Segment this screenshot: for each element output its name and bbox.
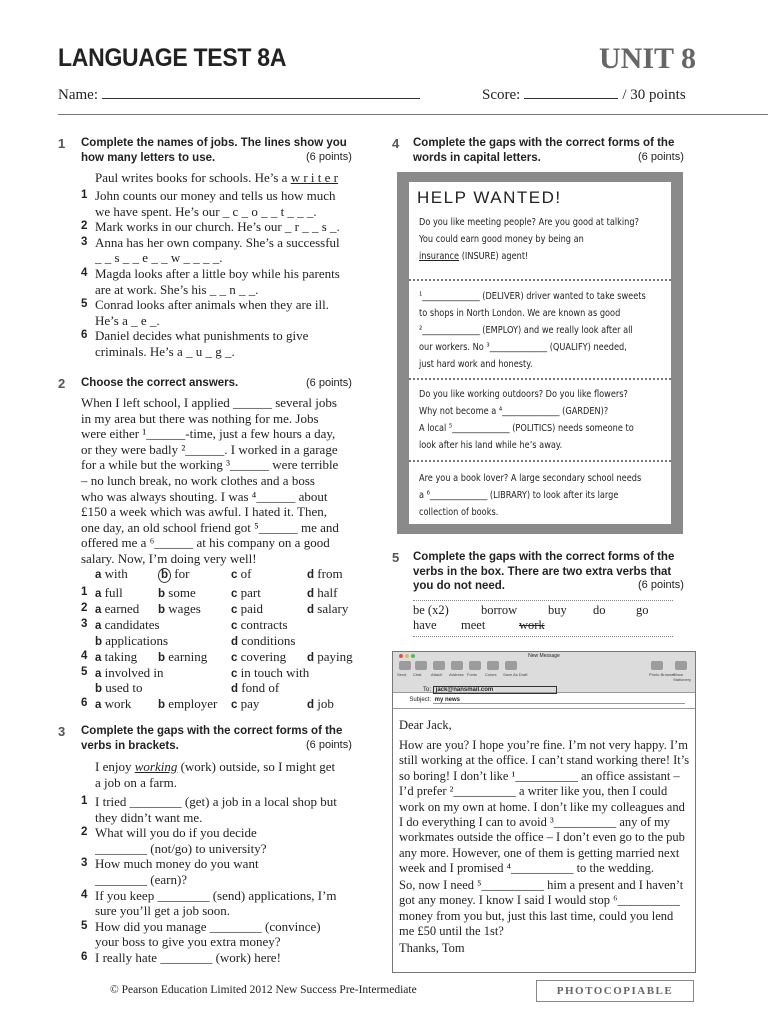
item-text: If you keep ________ (send) applications, I’m [95,887,337,903]
item-number: 5 [81,919,88,932]
email-line: got any money. I know I said I would stop ⁶__________ [399,893,680,908]
option-d[interactable]: d conditions [231,632,296,648]
option-letter: a [95,651,102,664]
item-number: 5 [81,298,88,311]
subject-field[interactable]: my news [433,697,685,704]
option-b[interactable]: b applications [95,632,169,648]
email-greeting: Dear Jack, [399,718,452,732]
q3-instruction: Complete the gaps with the correct forms of the verbs in brackets. [81,725,343,752]
option-b[interactable]: b earning [158,648,208,664]
item-text: Conrad looks after animals when they are ill. [95,297,329,313]
option-letter: d [307,699,315,711]
option-letter: b [158,568,171,583]
item-number: 6 [81,951,88,963]
show-stationery-button-label[interactable]: Show Stationery [673,672,692,682]
help-wanted-title: HELP WANTED! [417,188,562,207]
q5-instruction: Complete the gaps with the correct forms of the verbs in the box. There are two extra verbs that you do not need. [413,551,675,592]
item-text: we have spent. He’s our _ c _ o _ _ t _ _ _. [95,203,317,219]
save-as-draft-button-label[interactable]: Save As Draft [503,672,528,677]
item-text: ________ (earn)? [95,872,188,887]
option-c[interactable]: c of [231,566,252,581]
ad-block-1: Do you like meeting people? Are you good at talking? You could earn good money by being an insurance (INSURE) agent! [419,217,639,262]
email-paragraph-1 [399,738,691,877]
item-text: Mark works in our church. He’s our _ r _ _ s _. [95,219,340,235]
option-letter: d [307,569,315,581]
q2-number: 2 [58,376,66,391]
q3-example-word: working [134,759,178,774]
item-text: criminals. He’s a _ u _ g _. [95,344,235,359]
option-row-number: 3 [81,618,88,630]
option-d[interactable]: d fond of [231,680,280,696]
option-letter: c [231,699,238,711]
ad-separator [409,460,671,462]
item-text: they didn’t want me. [95,809,203,825]
item-number: 4 [81,267,88,279]
address-button-label[interactable]: Address [449,672,464,677]
save-as-draft-icon[interactable] [505,661,517,670]
item-number: 3 [81,857,88,870]
q4-example-word: insurance [419,251,460,262]
option-c[interactable]: c paid [231,601,264,616]
option-letter: c [231,569,238,581]
item-text: are at work. She’s his _ _ n _ _. [95,281,259,297]
passage-line: – no lunch break, no work clothes and a boss [81,473,315,488]
option-row-number: 2 [81,602,88,614]
option-b[interactable]: b employer [158,696,218,711]
verb-option-struck: work [519,618,545,632]
verb-option: be (x2) [413,603,449,617]
option-letter: b [95,683,103,696]
q1-points: (6 points) [306,151,352,163]
q4-points: (6 points) [638,151,684,163]
option-letter: a [95,667,102,680]
unit-label: UNIT 8 [599,42,696,75]
option-letter: d [231,635,239,648]
passage-line: in my area but there was nothing for me. Jobs [81,410,319,426]
passage-line: or they were badly ²______. I worked in a garage [81,441,338,457]
verb-option: meet [461,618,486,632]
email-line: any more. However, one of them is getting married next [399,845,680,860]
item-number: 3 [81,235,88,248]
option-c[interactable]: c pay [231,696,260,711]
chat-icon[interactable] [415,661,427,670]
verb-option: do [593,603,606,617]
email-line: me £50 until the 1st? [399,924,504,939]
q3-number: 3 [58,724,66,739]
passage-line: salary. Now, I’m doing very well! [81,551,257,566]
score-line[interactable] [524,86,618,99]
q4-instruction: Complete the gaps with the correct forms of the words in capital letters. [413,137,675,164]
name-line[interactable] [102,86,420,99]
option-d[interactable]: d paying [307,648,353,664]
attach-icon[interactable] [433,661,445,670]
item-number: 1 [81,189,88,201]
option-d[interactable]: d salary [307,601,349,616]
email-paragraph-2 [399,878,691,940]
item-text: How did you manage ________ (convince) [95,918,321,934]
fonts-icon[interactable] [469,661,481,670]
option-b[interactable]: b for [158,566,189,583]
q3-example: I enjoy working (work) outside, so I might get a job on a farm. [95,759,336,790]
ad-block-4: Are you a book lover? A large secondary school needs a ⁶______________ (LIBRARY) to look after its large collection of books. [419,473,642,518]
q5-number: 5 [392,550,400,565]
option-letter: c [231,604,238,616]
item-text: He’s a _ e _. [95,312,160,328]
email-line: money from you but, just this last time, could you lend [399,908,674,923]
item-text: _ _ s _ _ e _ _ w _ _ _ _. [95,250,223,266]
option-row-number: 4 [81,649,88,662]
option-b[interactable]: b some [158,585,196,600]
help-wanted-inner [409,182,671,524]
email-line: week and I promised ⁴__________ to the wedding. [399,861,655,876]
colors-button-label[interactable]: Colors [485,672,497,677]
option-c[interactable]: c part [231,585,261,600]
option-a[interactable]: a work [95,696,132,711]
verb-box-bottom [413,636,673,637]
to-field[interactable]: jack@nansmail.com [433,686,557,694]
option-c[interactable]: c covering [231,648,287,664]
option-a[interactable]: a full [95,585,123,600]
option-letter: d [307,604,315,616]
option-letter: c [231,620,238,632]
help-wanted-panel [397,172,683,534]
option-row-number: 1 [81,586,88,598]
option-a[interactable]: a taking [95,648,138,664]
name-label: Name: [58,87,98,103]
q5-points: (6 points) [638,579,684,591]
option-a[interactable]: a earned [95,601,140,616]
option-d[interactable]: d half [307,585,338,600]
item-text: I really hate ________ (work) here! [95,950,281,965]
item-text: What will you do if you decide [95,825,257,841]
q3-points: (6 points) [306,739,352,751]
passage-line: one day, an old school friend got ⁵______ me and [81,519,339,535]
verb-box-top [413,600,673,601]
option-letter: b [158,651,166,664]
option-letter: c [231,588,238,600]
option-letter: b [158,588,166,600]
option-letter: c [231,651,238,664]
to-row: To: jack@nansmail.com [399,686,599,694]
option-row-number: 6 [81,697,88,709]
q4-number: 4 [392,136,400,151]
attach-button-label[interactable]: Attach [431,672,443,677]
item-text: Anna has her own company. She’s a successful [95,234,340,250]
q1-number: 1 [58,136,66,151]
ad-separator [409,279,671,281]
ad-block-3: Do you like working outdoors? Do you like flowers? Why not become a ⁴______________ (GARDEN)? A local ⁵______________ (POLITICS) needs someone to look after his land while he’s away. [419,389,634,451]
page-title: LANGUAGE TEST 8A [58,44,287,72]
email-line: I’d prefer ²__________ a writer like you, then I could [399,784,668,799]
photocopiable-badge: PHOTOCOPIABLE [536,980,694,1002]
option-letter: a [95,569,102,581]
passage-line: offered me a ⁶______ at his company on a good [81,535,330,551]
option-a[interactable]: a involved in [95,664,164,680]
passage-line: who was always shouting. I was ⁴______ about [81,488,328,504]
option-c[interactable]: c contracts [231,617,288,632]
option-letter: d [307,588,315,600]
q1-instruction: Complete the names of jobs. The lines show you how many letters to use. [81,137,347,164]
item-number: 6 [81,329,88,342]
email-line: work on my own at home. I don’t like my colleagues and [399,799,685,814]
fonts-button-label[interactable]: Fonts [467,672,478,677]
option-letter: d [231,683,239,696]
score-suffix: / 30 points [622,87,686,103]
q1-example-answer: w r i t e r [290,170,338,185]
option-b[interactable]: b used to [95,680,143,696]
item-text: sure you’ll get a job soon. [95,903,231,919]
option-letter: c [231,667,238,680]
item-number: 1 [81,795,88,807]
name-row [58,86,420,104]
item-text: ________ (not/go) to university? [95,840,267,856]
address-icon[interactable] [451,661,463,670]
email-signoff: Thanks, Tom [399,941,465,955]
item-number: 2 [81,220,88,233]
subject-row: Subject: my news [399,697,689,704]
verb-option: have [413,618,437,632]
option-d[interactable]: d from [307,566,343,581]
footer-copyright: © Pearson Education Limited 2012 New Success Pre-Intermediate [110,984,417,996]
q2-instruction: Choose the correct answers. [81,377,239,389]
header-rule [58,114,768,115]
option-a[interactable]: a with [95,566,128,581]
email-line: How are you? I hope you’re fine. I’m not very happy. I’m [399,738,689,752]
passage-line: were either ¹______-time, just a few hours a day, [81,426,336,442]
photo-browser-icon[interactable] [651,661,663,670]
item-text: your boss to give you extra money? [95,934,281,950]
option-letter: d [307,651,315,664]
email-line: so boring! I don’t like ¹__________ an office assistant – [399,768,680,783]
send-button-label[interactable]: Send [397,672,407,677]
email-window-title: New Message [528,653,560,659]
photo-browser-button-label[interactable]: Photo Browser [649,672,676,677]
passage-line: When I left school, I applied ______ several jobs [81,395,337,410]
q2-points: (6 points) [306,377,352,389]
item-text: Daniel decides what punishments to give [95,328,309,344]
item-text: How much money do you want [95,856,259,872]
option-letter: a [95,620,102,632]
option-d[interactable]: d job [307,696,334,711]
show-stationery-icon[interactable] [675,661,687,670]
email-line: So, now I need ⁵__________ him a present and I haven’t [399,878,684,892]
colors-icon[interactable] [487,661,499,670]
email-line: still working at the office. I can’t stand working there! It’s [399,753,690,768]
verb-option: go [636,603,649,617]
option-letter: b [95,635,103,648]
score-label: Score: [482,87,521,103]
verb-option: buy [548,603,567,617]
item-number: 2 [81,826,88,839]
item-text: John counts our money and tells us how much [95,188,336,203]
ad-block-2: ¹______________ (DELIVER) driver wanted to take sweets to shops in North London. We are known as good ²______________ (EMPLOY) and we really look after all our workers. No ³______________ (QUALIFY) needed, just hard work and honesty. [419,291,646,370]
item-text: Magda looks after a little boy while his parents [95,266,340,281]
ad-separator [409,378,671,380]
email-window [392,651,696,973]
send-icon[interactable] [399,661,411,670]
email-line: workmates outside the office – I don’t even go to the pub [399,830,685,845]
passage-line: £150 a week which was awful. I hated it. Then, [81,504,327,520]
q1-example: Paul writes books for schools. He’s a w r i t e r [95,170,338,185]
option-letter: b [158,604,166,616]
chat-button-label[interactable]: Chat [413,672,422,677]
passage-line: for a while but the working ³______ were terrible [81,457,339,473]
email-line: I do everything I can to avoid ³__________ any of my [399,815,671,830]
email-header-rule [393,708,695,709]
option-b[interactable]: b wages [158,601,201,616]
score-row [482,86,686,104]
option-letter: a [95,588,102,600]
option-letter: a [95,699,102,711]
verb-option: borrow [481,603,518,617]
option-a[interactable]: a candidates [95,617,160,632]
option-letter: a [95,604,102,616]
option-row-number: 5 [81,665,88,678]
option-letter: b [158,699,166,711]
item-text: I tried ________ (get) a job in a local shop but [95,794,337,809]
item-number: 4 [81,888,88,901]
option-c[interactable]: c in touch with [231,664,310,680]
